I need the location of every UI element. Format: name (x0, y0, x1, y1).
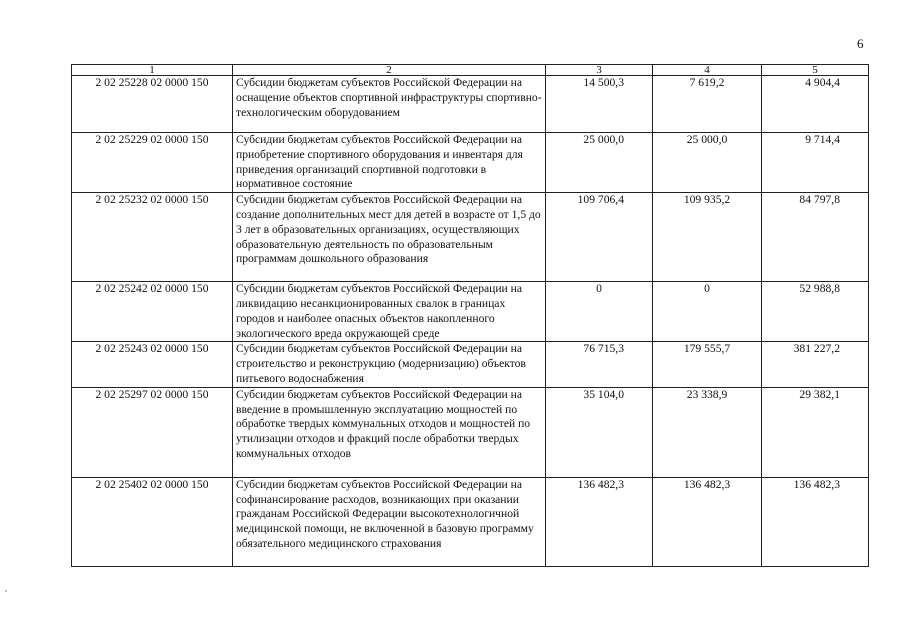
table-row (72, 133, 869, 193)
value-col4: 136 482,3 (653, 477, 762, 566)
header-cell-4: 4 (653, 65, 762, 76)
value-col3: 25 000,0 (546, 133, 653, 193)
value-col5: 52 988,8 (762, 282, 869, 342)
page-number: 6 (857, 36, 864, 51)
budget-code: 2 02 25228 02 0000 150 (72, 76, 233, 133)
header-cell-3: 3 (546, 65, 653, 76)
table-row (72, 282, 869, 342)
budget-code: 2 02 25243 02 0000 150 (72, 342, 233, 387)
subsidy-description: Субсидии бюджетам субъектов Российской Федерации на создание дополнительных мест для детей в возрасте от 1,5 до 3 лет в образовательных организациях, осуществляющих образовательную деятельность по образовательным программам дошкольного образования (233, 193, 546, 282)
subsidy-description: Субсидии бюджетам субъектов Российской Федерации на софинансирование расходов, возникающих при оказании гражданам Российской Федерации высокотехнологичной медицинской помощи, не включенной в базовую программу обязательного медицинского страхования (233, 477, 546, 566)
subsidy-description: Субсидии бюджетам субъектов Российской Федерации на оснащение объектов спортивной инфраструктуры спортивно-технологическим оборудованием (233, 76, 546, 133)
budget-code: 2 02 25402 02 0000 150 (72, 477, 233, 566)
table-row (72, 193, 869, 282)
value-col3: 109 706,4 (546, 193, 653, 282)
value-col5: 4 904,4 (762, 76, 869, 133)
table-row (72, 342, 869, 387)
value-col5: 381 227,2 (762, 342, 869, 387)
table-row (72, 477, 869, 566)
table-row (72, 387, 869, 477)
value-col3: 0 (546, 282, 653, 342)
table-row (72, 76, 869, 133)
value-col4: 7 619,2 (653, 76, 762, 133)
subsidy-description: Субсидии бюджетам субъектов Российской Федерации на строительство и реконструкцию (модернизацию) объектов питьевого водоснабжения (233, 342, 546, 387)
value-col5: 9 714,4 (762, 133, 869, 193)
subsidy-description: Субсидии бюджетам субъектов Российской Федерации на введение в промышленную эксплуатацию мощностей по обработке твердых коммунальных отходов и мощностей по утилизации отходов и фракций после обработки твердых коммунальных отходов (233, 387, 546, 477)
subsidy-description: Субсидии бюджетам субъектов Российской Федерации на ликвидацию несанкционированных свалок в границах городов и наиболее опасных объектов накопленного экологического вреда окружающей среде (233, 282, 546, 342)
header-cell-5: 5 (762, 65, 869, 76)
scan-speck (5, 590, 7, 592)
budget-table (71, 64, 869, 567)
header-cell-2: 2 (233, 65, 546, 76)
value-col3: 35 104,0 (546, 387, 653, 477)
value-col4: 109 935,2 (653, 193, 762, 282)
header-row (72, 65, 869, 76)
value-col4: 179 555,7 (653, 342, 762, 387)
header-cell-1: 1 (72, 65, 233, 76)
value-col3: 136 482,3 (546, 477, 653, 566)
budget-code: 2 02 25232 02 0000 150 (72, 193, 233, 282)
value-col3: 14 500,3 (546, 76, 653, 133)
value-col5: 84 797,8 (762, 193, 869, 282)
budget-code: 2 02 25242 02 0000 150 (72, 282, 233, 342)
value-col4: 0 (653, 282, 762, 342)
value-col5: 29 382,1 (762, 387, 869, 477)
subsidy-description: Субсидии бюджетам субъектов Российской Федерации на приобретение спортивного оборудования и инвентаря для приведения организаций спортивной подготовки в нормативное состояние (233, 133, 546, 193)
value-col3: 76 715,3 (546, 342, 653, 387)
value-col4: 23 338,9 (653, 387, 762, 477)
budget-code: 2 02 25297 02 0000 150 (72, 387, 233, 477)
value-col5: 136 482,3 (762, 477, 869, 566)
value-col4: 25 000,0 (653, 133, 762, 193)
budget-code: 2 02 25229 02 0000 150 (72, 133, 233, 193)
